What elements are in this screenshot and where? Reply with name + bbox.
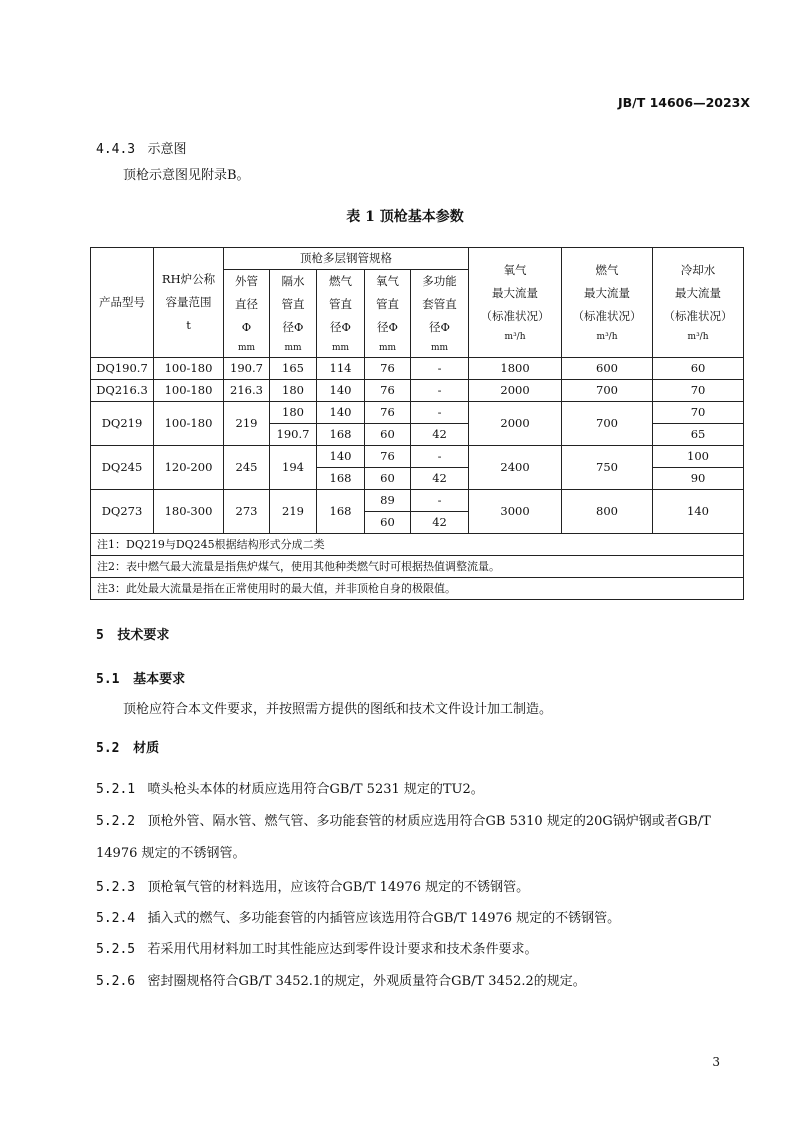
header-multi-pipe: 多功能 套管直 径Φ mm	[411, 270, 469, 358]
table-note: 注2：表中燃气最大流量是指焦炉煤气，使用其他种类燃气时可根据热值调整流量。	[91, 556, 744, 578]
table-row: 168 60 42 90	[91, 468, 744, 490]
clause-5-2-3: 5.2.3 顶枪氧气管的材料选用，应该符合GB/T 14976 规定的不锈钢管。	[96, 880, 530, 895]
section-5-1-text: 顶枪应符合本文件要求，并按照需方提供的图纸和技术文件设计加工制造。	[123, 702, 553, 717]
table-row: DQ245 120-200 245 194 140 76 - 2400 750 100	[91, 446, 744, 468]
clause-5-2-4: 5.2.4 插入式的燃气、多功能套管的内插管应该选用符合GB/T 14976 规定的不锈钢管。	[96, 911, 621, 926]
section-number: 4.4.3	[96, 142, 136, 157]
header-pipe-group: 顶枪多层钢管规格	[224, 248, 469, 270]
header-fuel-flow: 燃气 最大流量 （标准状况） m³/h	[562, 248, 653, 358]
document-code: JB/T 14606—2023X	[617, 95, 750, 110]
table-row: DQ216.3 100-180 216.3 180 140 76 - 2000 700 70	[91, 380, 744, 402]
table-row: 190.7 168 60 42 65	[91, 424, 744, 446]
header-water-pipe: 隔水 管直 径Φ mm	[270, 270, 317, 358]
clause-5-2-1: 5.2.1 喷头枪头本体的材质应选用符合GB/T 5231 规定的TU2。	[96, 782, 484, 797]
clause-5-2-5: 5.2.5 若采用代用材料加工时其性能应达到零件设计要求和技术条件要求。	[96, 942, 538, 957]
clause-5-2-6: 5.2.6 密封圈规格符合GB/T 3452.1的规定，外观质量符合GB/T 3452.2的规定。	[96, 974, 586, 989]
header-gas-pipe: 燃气 管直 径Φ mm	[317, 270, 365, 358]
header-oxygen-pipe: 氧气 管直 径Φ mm	[365, 270, 411, 358]
table-row: DQ273 180-300 273 219 168 89 - 3000 800 140	[91, 490, 744, 512]
parameter-table	[90, 247, 744, 600]
header-outer-pipe: 外管 直径 Φ mm	[224, 270, 270, 358]
header-capacity: RH炉公称 容量范围 t	[154, 248, 224, 358]
table-note: 注3：此处最大流量是指在正常使用时的最大值，并非顶枪自身的极限值。	[91, 578, 744, 600]
section-5-1-heading: 5.1 基本要求	[96, 672, 186, 687]
section-5-heading: 5 技术要求	[96, 628, 170, 643]
section-title: 示意图	[147, 142, 187, 157]
header-model: 产品型号	[91, 248, 154, 358]
table-note: 注1：DQ219与DQ245根据结构形式分成二类	[91, 534, 744, 556]
table-row: DQ219 100-180 219 180 140 76 - 2000 700 70	[91, 402, 744, 424]
clause-5-2-2: 5.2.2 顶枪外管、隔水管、燃气管、多功能套管的材质应选用符合GB 5310 规定的20G锅炉钢或者GB/T	[96, 814, 711, 829]
table-row: 60 42	[91, 512, 744, 534]
section-4-4-3-heading	[96, 138, 187, 157]
section-5-2-heading: 5.2 材质	[96, 741, 160, 756]
section-4-4-3-text: 顶枪示意图见附录B。	[123, 168, 250, 183]
table-caption: 表 1 顶枪基本参数	[346, 209, 464, 225]
table-row: DQ190.7 100-180 190.7 165 114 76 - 1800 600 60	[91, 358, 744, 380]
page-number: 3	[712, 1055, 720, 1069]
header-oxygen-flow: 氧气 最大流量 （标准状况） m³/h	[469, 248, 562, 358]
header-cooling-flow: 冷却水 最大流量 （标准状况） m³/h	[653, 248, 744, 358]
clause-5-2-2-continuation: 14976 规定的不锈钢管。	[96, 846, 246, 861]
